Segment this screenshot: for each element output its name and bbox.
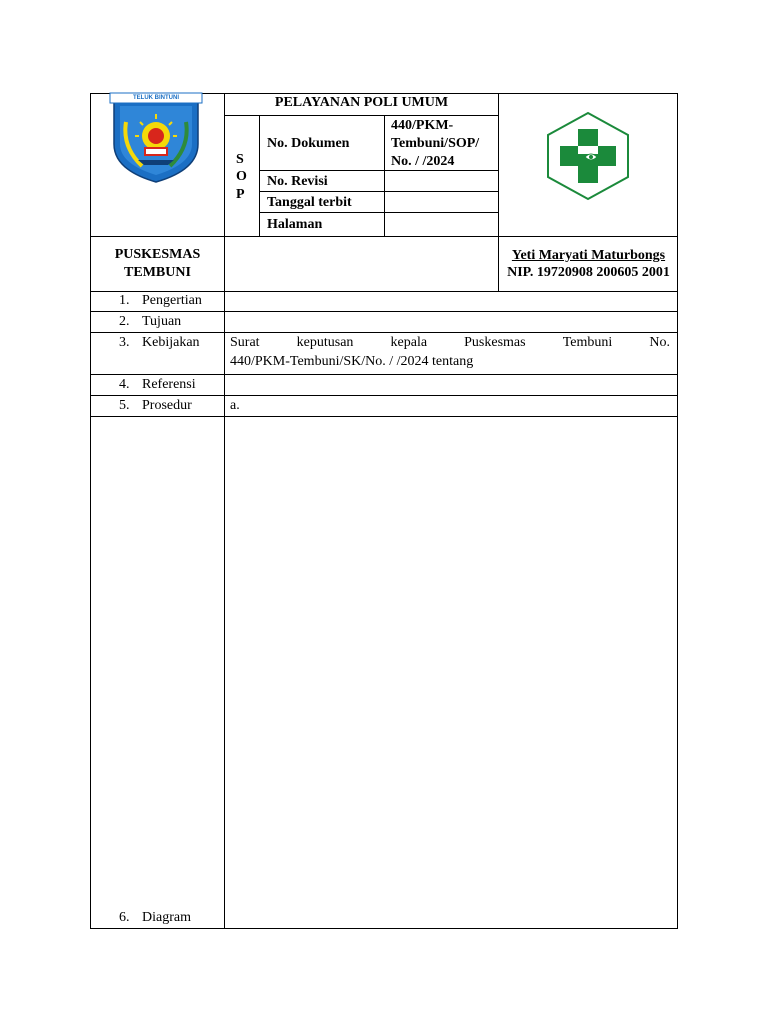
tanggal-terbit-label: Tanggal terbit — [267, 195, 352, 210]
section-6-number: 6. — [119, 910, 130, 925]
sop-title: PELAYANAN POLI UMUM — [274, 95, 449, 110]
kebijakan-word: No. — [649, 335, 670, 350]
section-5-number: 5. — [119, 398, 130, 413]
section-4-label: Referensi — [142, 377, 196, 392]
org-name-line1: PUSKESMAS — [114, 247, 201, 262]
section-2-number: 2. — [119, 314, 130, 329]
section-1-label: Pengertian — [142, 293, 202, 308]
no-dokumen-label: No. Dokumen — [267, 136, 350, 151]
kebijakan-word: Tembuni — [562, 335, 613, 350]
regency-emblem-logo — [108, 92, 204, 184]
sop-letter-p: P — [236, 187, 245, 202]
section-5-label: Prosedur — [142, 398, 192, 413]
section-3-content-line1 — [230, 334, 670, 352]
puskesmas-logo — [545, 111, 631, 201]
no-revisi-label: No. Revisi — [267, 174, 328, 189]
no-dokumen-value-line1: 440/PKM- — [391, 118, 454, 133]
section-4-number: 4. — [119, 377, 130, 392]
section-5-content: a. — [230, 398, 240, 413]
regency-emblem-icon — [108, 92, 204, 184]
kebijakan-word: Puskesmas — [464, 335, 526, 350]
no-dokumen-value-line2: Tembuni/SOP/ — [391, 136, 480, 151]
emblem-banner-text: TELUK BINTUNI — [133, 95, 179, 101]
section-3-label: Kebijakan — [142, 335, 200, 350]
section-6-label: Diagram — [142, 910, 191, 925]
kebijakan-word: keputusan — [296, 335, 354, 350]
signer-name: Yeti Maryati Maturbongs — [511, 248, 666, 263]
no-dokumen-value-line3: No. / /2024 — [391, 154, 455, 169]
section-3-number: 3. — [119, 335, 130, 350]
sop-letter-o: O — [236, 169, 247, 184]
section-3-content-line2: 440/PKM-Tembuni/SK/No. / /2024 tentang — [230, 354, 474, 369]
green-cross-icon — [545, 111, 631, 201]
signer-nip: NIP. 19720908 200605 2001 — [507, 265, 670, 280]
section-2-label: Tujuan — [142, 314, 182, 329]
halaman-label: Halaman — [267, 217, 323, 232]
kebijakan-word: kepala — [390, 335, 428, 350]
org-name-line2: TEMBUNI — [124, 265, 191, 280]
section-1-number: 1. — [119, 293, 130, 308]
sop-letter-s: S — [236, 152, 244, 167]
kebijakan-word: Surat — [230, 335, 260, 350]
